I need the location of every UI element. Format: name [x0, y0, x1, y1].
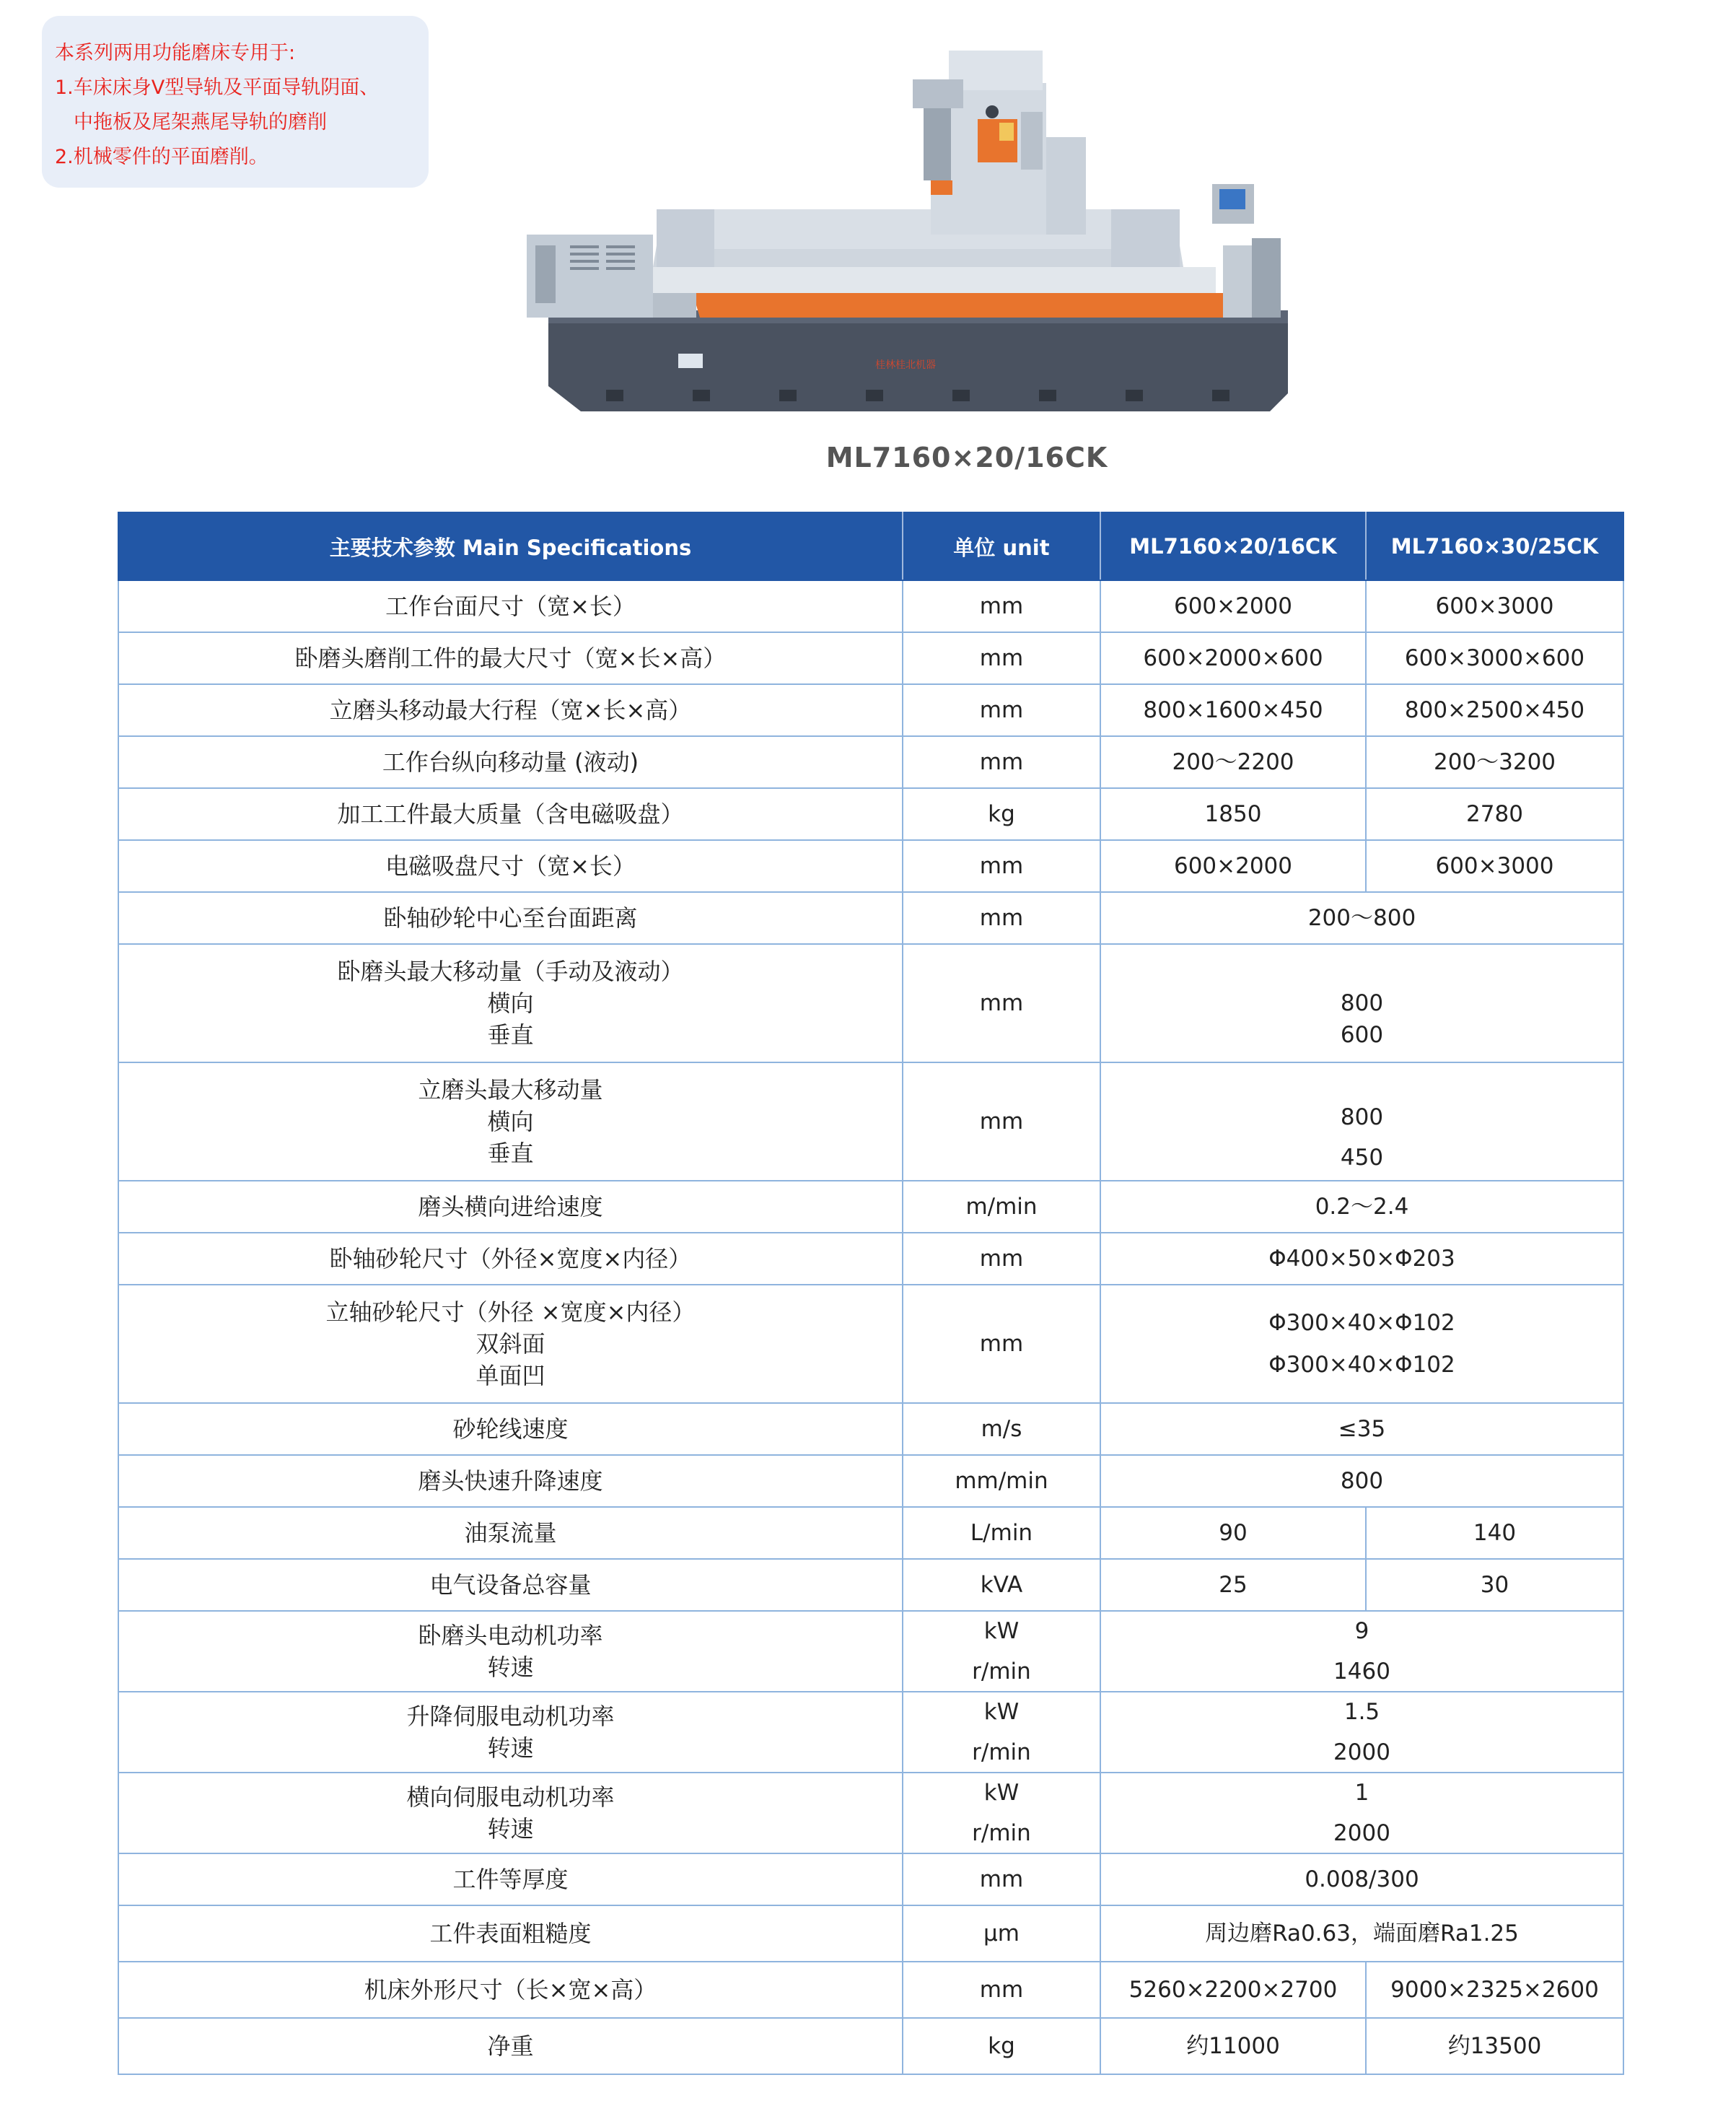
- value-a-cell: [1100, 580, 1366, 632]
- table-row: [118, 1905, 1623, 1962]
- merged-value: Φ300×40×Φ102: [1268, 1352, 1455, 1378]
- grinding-machine-image: [527, 29, 1346, 433]
- table-row: [118, 944, 1623, 1062]
- value-b-cell: [1366, 1559, 1623, 1611]
- value-b-cell: [1366, 1962, 1623, 2018]
- unit-value: mm: [979, 593, 1024, 619]
- value-b: 140: [1473, 1520, 1517, 1546]
- table-row: [118, 2018, 1623, 2074]
- param-name: 工作台纵向移动量 (液动): [382, 748, 639, 776]
- header-param: 主要技术参数 Main Specifications: [118, 512, 903, 580]
- table-row: [118, 1181, 1623, 1233]
- unit-value: kg: [988, 2033, 1015, 2059]
- param-name: 立轴砂轮尺寸（外径 ×宽度×内径）: [325, 1298, 696, 1326]
- value-a-cell: [1100, 736, 1366, 788]
- unit-value: r/min: [972, 1659, 1031, 1685]
- unit-cell: [903, 788, 1100, 840]
- merged-value-cell: [1100, 1692, 1623, 1773]
- usage-note-line: 中拖板及尾架燕尾导轨的磨削: [74, 111, 327, 134]
- merged-value: 800: [1340, 990, 1384, 1016]
- merged-value: 周边磨Ra0.63，端面磨Ra1.25: [1205, 1921, 1519, 1947]
- value-b-cell: [1366, 2018, 1623, 2074]
- param-cell: [118, 1611, 903, 1692]
- unit-value: kVA: [980, 1572, 1023, 1598]
- unit-value: m/s: [981, 1416, 1022, 1442]
- merged-value-cell: [1100, 1285, 1623, 1403]
- table-row: [118, 788, 1623, 840]
- unit-cell: [903, 1559, 1100, 1611]
- table-row: [118, 736, 1623, 788]
- merged-value: ≤35: [1338, 1416, 1386, 1442]
- value-b-cell: [1366, 840, 1623, 892]
- value-a: 600×2000: [1173, 593, 1293, 619]
- unit-value: kW: [983, 1699, 1020, 1725]
- unit-value: mm: [979, 990, 1024, 1016]
- unit-cell: [903, 944, 1100, 1062]
- merged-value-cell: [1100, 1181, 1623, 1233]
- unit-cell: [903, 1962, 1100, 2018]
- table-row: [118, 840, 1623, 892]
- table-row: [118, 1773, 1623, 1853]
- value-a: 600×2000×600: [1143, 645, 1323, 671]
- merged-value-cell: [1100, 1905, 1623, 1962]
- unit-value: mm: [979, 1331, 1024, 1357]
- merged-value: 0.008/300: [1305, 1866, 1419, 1892]
- param-sub-name: 双斜面: [475, 1330, 545, 1358]
- table-row: [118, 892, 1623, 944]
- merged-value: 800: [1340, 1468, 1384, 1494]
- value-b-cell: [1366, 736, 1623, 788]
- value-b: 600×3000: [1435, 853, 1554, 879]
- header-unit: 单位 unit: [903, 512, 1100, 580]
- param-name: 卧磨头电动机功率: [418, 1622, 603, 1649]
- unit-value: mm: [979, 697, 1024, 723]
- value-b: 200～3200: [1433, 749, 1556, 775]
- machine-caption: ML7160×20/16CK: [825, 442, 1108, 473]
- value-a-cell: [1100, 1962, 1366, 2018]
- param-sub-name: 垂直: [487, 1140, 534, 1167]
- param-cell: [118, 1507, 903, 1559]
- table-row: [118, 1692, 1623, 1773]
- merged-value-cell: [1100, 1853, 1623, 1905]
- unit-value: kg: [988, 801, 1015, 827]
- spec-header-row: [118, 512, 1623, 580]
- param-sub-name: 转速: [487, 1653, 534, 1681]
- param-name: 立磨头最大移动量: [418, 1076, 603, 1104]
- param-cell: [118, 1233, 903, 1285]
- merged-value: 2000: [1333, 1739, 1390, 1765]
- value-a-cell: [1100, 2018, 1366, 2074]
- param-sub-name: 单面凹: [475, 1362, 545, 1389]
- param-sub-name: 转速: [487, 1815, 534, 1843]
- unit-value: mm: [979, 1246, 1024, 1272]
- unit-cell: [903, 1233, 1100, 1285]
- param-cell: [118, 1905, 903, 1962]
- merged-value-cell: [1100, 1611, 1623, 1692]
- unit-cell: [903, 736, 1100, 788]
- param-name: 卧磨头磨削工件的最大尺寸（宽×长×高）: [294, 645, 727, 672]
- table-row: [118, 1403, 1623, 1455]
- table-row: [118, 1233, 1623, 1285]
- unit-value: mm: [979, 853, 1024, 879]
- merged-value-cell: [1100, 1233, 1623, 1285]
- value-a: 200～2200: [1172, 749, 1294, 775]
- param-cell: [118, 892, 903, 944]
- merged-value-cell: [1100, 892, 1623, 944]
- unit-value: mm: [979, 645, 1024, 671]
- unit-value: r/min: [972, 1820, 1031, 1846]
- machine-nameplate: 桂林桂北机器: [875, 359, 936, 371]
- merged-value-cell: [1100, 1062, 1623, 1181]
- unit-cell: [903, 1611, 1100, 1692]
- table-row: [118, 1962, 1623, 2018]
- param-cell: [118, 1062, 903, 1181]
- value-a-cell: [1100, 840, 1366, 892]
- param-cell: [118, 1455, 903, 1507]
- value-b: 9000×2325×2600: [1390, 1977, 1599, 2003]
- unit-value: mm: [979, 1977, 1024, 2003]
- value-b-cell: [1366, 632, 1623, 684]
- table-row: [118, 1062, 1623, 1181]
- table-row: [118, 1285, 1623, 1403]
- param-cell: [118, 684, 903, 736]
- param-name: 工件表面粗糙度: [429, 1920, 592, 1947]
- merged-value-cell: [1100, 944, 1623, 1062]
- merged-value: Φ400×50×Φ203: [1268, 1246, 1455, 1272]
- merged-value: 450: [1340, 1145, 1384, 1171]
- table-row: [118, 1507, 1623, 1559]
- header-model-b: ML7160×30/25CK: [1366, 512, 1623, 580]
- value-b: 30: [1480, 1572, 1509, 1598]
- unit-value: L/min: [970, 1520, 1033, 1546]
- value-b: 800×2500×450: [1404, 697, 1585, 723]
- param-name: 净重: [487, 2032, 534, 2060]
- unit-value: kW: [983, 1618, 1020, 1644]
- value-a: 约11000: [1186, 2033, 1280, 2059]
- unit-cell: [903, 1905, 1100, 1962]
- unit-cell: [903, 1853, 1100, 1905]
- table-row: [118, 1853, 1623, 1905]
- value-a-cell: [1100, 1559, 1366, 1611]
- param-name: 工件等厚度: [452, 1866, 569, 1893]
- merged-value: 200～800: [1307, 905, 1416, 931]
- table-row: [118, 1611, 1623, 1692]
- unit-value: r/min: [972, 1739, 1031, 1765]
- unit-cell: [903, 632, 1100, 684]
- merged-value: 1460: [1333, 1659, 1390, 1685]
- merged-value-cell: [1100, 1403, 1623, 1455]
- unit-cell: [903, 892, 1100, 944]
- unit-cell: [903, 684, 1100, 736]
- merged-value: 1.5: [1343, 1699, 1380, 1725]
- value-a: 800×1600×450: [1143, 697, 1323, 723]
- merged-value: 0.2～2.4: [1315, 1194, 1409, 1220]
- unit-value: mm: [979, 749, 1024, 775]
- merged-value: 600: [1340, 1022, 1384, 1048]
- param-cell: [118, 1285, 903, 1403]
- value-a: 600×2000: [1173, 853, 1293, 879]
- param-name: 加工工件最大质量（含电磁吸盘）: [337, 800, 684, 828]
- unit-value: kW: [983, 1780, 1020, 1806]
- unit-value: m/min: [965, 1194, 1038, 1220]
- merged-value: 1: [1354, 1780, 1369, 1806]
- value-b: 约13500: [1447, 2033, 1542, 2059]
- unit-cell: [903, 1773, 1100, 1853]
- value-a: 5260×2200×2700: [1128, 1977, 1338, 2003]
- merged-value: 800: [1340, 1104, 1384, 1130]
- param-name: 电气设备总容量: [429, 1571, 592, 1599]
- unit-cell: [903, 580, 1100, 632]
- table-row: [118, 1455, 1623, 1507]
- param-name: 电磁吸盘尺寸（宽×长）: [385, 852, 636, 880]
- spec-table: [118, 512, 1624, 2075]
- param-cell: [118, 1692, 903, 1773]
- usage-note-line: 1.车床床身V型导轨及平面导轨阴面、: [55, 77, 380, 99]
- value-b: 600×3000: [1435, 593, 1554, 619]
- param-name: 磨头快速升降速度: [418, 1467, 603, 1495]
- param-cell: [118, 944, 903, 1062]
- param-sub-name: 横向: [487, 1108, 534, 1135]
- param-cell: [118, 788, 903, 840]
- usage-note-line: 本系列两用功能磨床专用于:: [55, 42, 296, 64]
- param-name: 磨头横向进给速度: [418, 1193, 603, 1220]
- param-cell: [118, 1181, 903, 1233]
- param-name: 卧轴砂轮中心至台面距离: [383, 904, 638, 932]
- value-b-cell: [1366, 580, 1623, 632]
- param-cell: [118, 1403, 903, 1455]
- merged-value: Φ300×40×Φ102: [1268, 1310, 1455, 1336]
- unit-cell: [903, 1692, 1100, 1773]
- unit-value: mm/min: [955, 1468, 1048, 1494]
- param-cell: [118, 2018, 903, 2074]
- param-cell: [118, 1773, 903, 1853]
- value-b-cell: [1366, 788, 1623, 840]
- unit-cell: [903, 1062, 1100, 1181]
- unit-cell: [903, 1181, 1100, 1233]
- value-a: 1850: [1204, 801, 1262, 827]
- param-cell: [118, 840, 903, 892]
- merged-value-cell: [1100, 1773, 1623, 1853]
- value-a: 90: [1219, 1520, 1248, 1546]
- unit-cell: [903, 1403, 1100, 1455]
- param-name: 工作台面尺寸（宽×长）: [385, 593, 636, 620]
- merged-value: 2000: [1333, 1820, 1390, 1846]
- param-sub-name: 垂直: [487, 1021, 534, 1049]
- unit-value: μm: [983, 1921, 1020, 1947]
- param-cell: [118, 632, 903, 684]
- usage-note-line: 2.机械零件的平面磨削。: [55, 146, 268, 168]
- param-cell: [118, 1853, 903, 1905]
- param-cell: [118, 736, 903, 788]
- value-b-cell: [1366, 684, 1623, 736]
- unit-cell: [903, 1455, 1100, 1507]
- param-name: 升降伺服电动机功率: [406, 1703, 615, 1730]
- param-cell: [118, 1962, 903, 2018]
- value-a-cell: [1100, 788, 1366, 840]
- unit-value: mm: [979, 1866, 1024, 1892]
- value-a-cell: [1100, 1507, 1366, 1559]
- param-name: 机床外形尺寸（长×宽×高）: [364, 1976, 657, 2004]
- param-name: 立磨头移动最大行程（宽×长×高）: [329, 696, 692, 724]
- unit-cell: [903, 1285, 1100, 1403]
- unit-value: mm: [979, 905, 1024, 931]
- value-a: 25: [1219, 1572, 1248, 1598]
- unit-cell: [903, 1507, 1100, 1559]
- param-name: 油泵流量: [464, 1519, 557, 1547]
- param-name: 横向伺服电动机功率: [406, 1783, 615, 1811]
- value-a-cell: [1100, 684, 1366, 736]
- header-model-a: ML7160×20/16CK: [1100, 512, 1366, 580]
- param-name: 卧磨头最大移动量（手动及液动）: [337, 958, 684, 985]
- merged-value-cell: [1100, 1455, 1623, 1507]
- usage-note-box: [42, 16, 429, 188]
- value-b: 2780: [1466, 801, 1523, 827]
- unit-value: mm: [979, 1109, 1024, 1135]
- table-row: [118, 580, 1623, 632]
- param-name: 砂轮线速度: [452, 1415, 569, 1443]
- value-b-cell: [1366, 1507, 1623, 1559]
- unit-cell: [903, 840, 1100, 892]
- param-sub-name: 横向: [487, 989, 534, 1017]
- param-sub-name: 转速: [487, 1734, 534, 1762]
- value-b: 600×3000×600: [1404, 645, 1585, 671]
- table-row: [118, 1559, 1623, 1611]
- param-name: 卧轴砂轮尺寸（外径×宽度×内径）: [329, 1245, 692, 1272]
- table-row: [118, 684, 1623, 736]
- value-a-cell: [1100, 632, 1366, 684]
- table-row: [118, 632, 1623, 684]
- param-cell: [118, 580, 903, 632]
- merged-value: 9: [1354, 1618, 1369, 1644]
- unit-cell: [903, 2018, 1100, 2074]
- param-cell: [118, 1559, 903, 1611]
